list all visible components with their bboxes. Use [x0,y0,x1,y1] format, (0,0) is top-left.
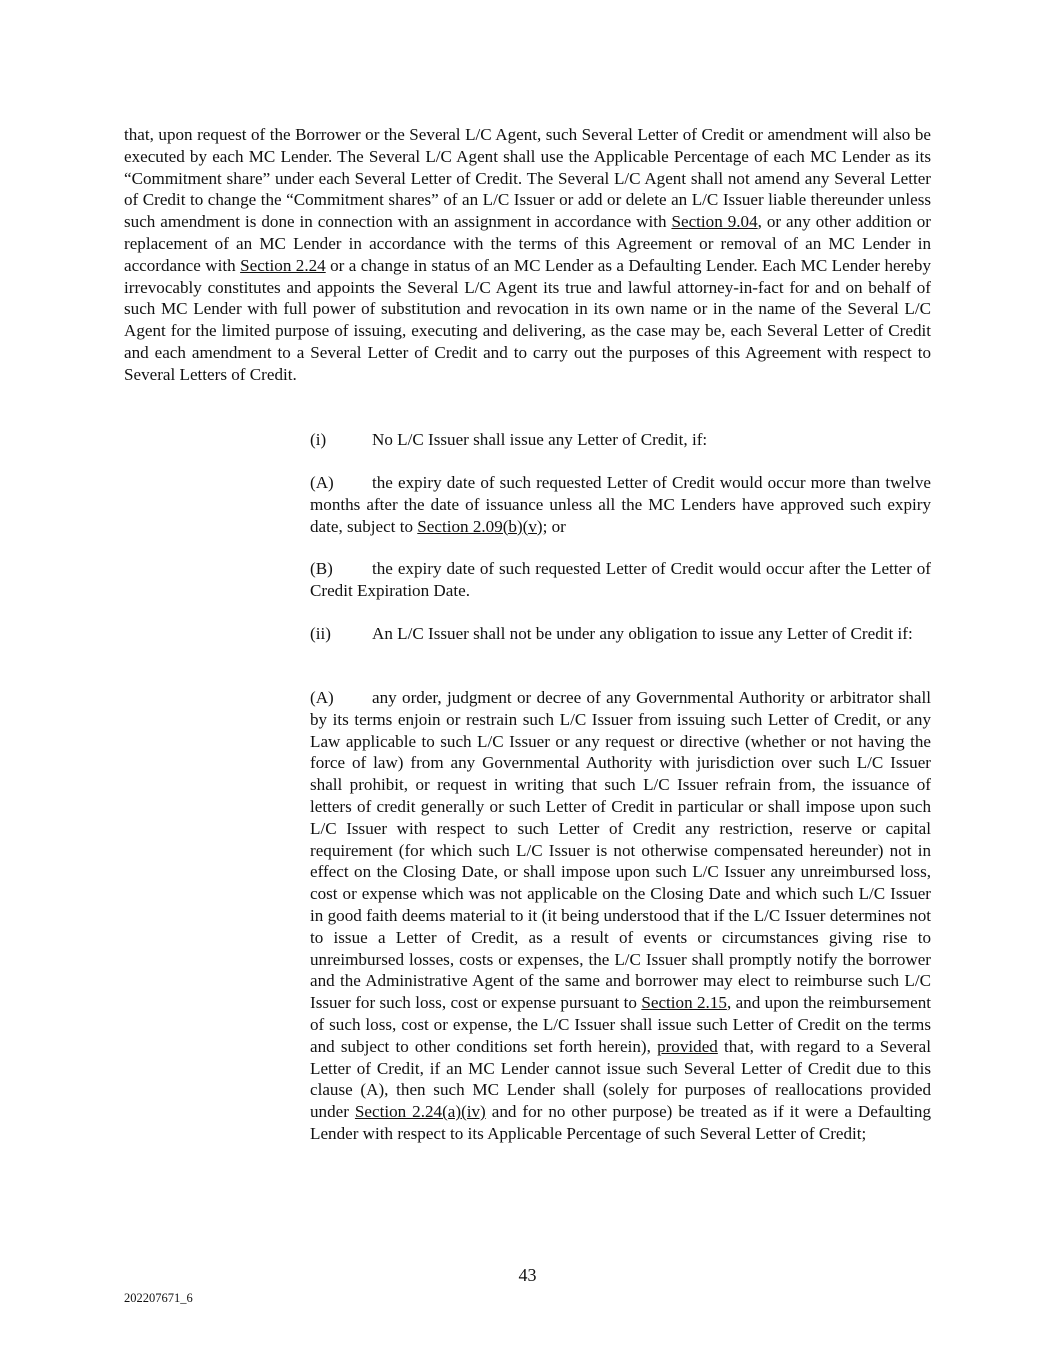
clause-i-a-marker: (A) [310,473,334,492]
section-2-09-reference: Section 2.09(b)(v) [417,516,543,536]
section-9-04-reference: Section 9.04 [671,212,758,232]
section-2-24-a-iv-reference: Section 2.24(a)(iv) [354,1102,486,1122]
main-paragraph [124,124,931,386]
clause-ii-marker: (ii) [310,624,331,643]
clause-i-b-text: the expiry date of such requested Letter of Credit would occur after the Letter of Credit Expiration Date. [310,559,931,600]
main-text-1: that, upon request of the Borrower or the Several L/C Agent, such Several Letter of Credit or amendment will also be executed by each MC Lender. The Several L/C Agent shall use the Applicable Percentage of each MC Lender as its “Commitment share” under each Several Letter of Credit. The Several L/C Agent shall not amend any Several Letter of Credit to change the “Commitment shares” of an L/C Issuer or add or delete an L/C Issuer liable thereunder unless such amendment is done in connection with an assignment in accordance with [124,125,931,232]
clause-ii-a-text-3: that, with regard to a Several Letter of Credit, if an MC Lender cannot issue such Several Letter of Credit due to this clause (A), then such MC Lender shall (solely for purposes of reallocations provided under [310,1036,931,1122]
clause-ii [248,623,931,645]
clause-i-text: No L/C Issuer shall issue any Letter of Credit, if: [372,430,708,449]
clause-ii-text: An L/C Issuer shall not be under any obligation to issue any Letter of Credit if: [372,624,913,643]
clause-ii-a-text-2: , and upon the reimbursement of such loss, cost or expense, the L/C Issuer shall issue such Letter of Credit on the terms and subject to other conditions set forth herein), [310,993,932,1056]
clause-i-a [310,472,931,537]
provided-term: provided [657,1036,718,1056]
document-id: 202207671_6 [124,1291,193,1305]
clause-ii-a-text-1: any order, judgment or decree of any Governmental Authority or arbitrator shall by its terms enjoin or restrain such L/C Issuer from issuing such Letter of Credit, or any Law applicable to such L/C Issuer or any request or directive (whether or not having the force of law) from any Governmental Authority with jurisdiction over such L/C Issuer shall prohibit, or request in writing that such L/C Issuer refrain from, the issuance of letters of credit generally or such Letter of Credit in particular or shall impose upon such L/C Issuer with respect to such Letter of Credit any restriction, reserve or capital requirement (for which such L/C Issuer is not otherwise compensated hereunder) not in effect on the Closing Date, or shall impose upon such L/C Issuer any unreimbursed loss, cost or expense which was not applicable on the Closing Date and which such L/C Issuer in good faith deems material to it (it being understood that if the L/C Issuer determines not to issue a Letter of Credit, as a result of events or circumstances giving rise to unreimbursed losses, costs or expenses, the L/C Issuer shall promptly notify the borrower and the Administrative Agent of the same and borrower may elect to reimburse such L/C Issuer for such loss, cost or expense pursuant to [310,688,931,1013]
clause-ii-a-text-4: and for no other purpose) be treated as if it were a Defaulting Lender with respect to its Applicable Percentage of such Several Letter of Credit; [310,1102,931,1143]
clause-ii-a [310,687,931,1145]
clause-i-a-text-2: ; or [542,516,566,536]
clause-ii-a-marker: (A) [310,688,334,707]
main-text-2: , or any other addition or replacement of an MC Lender in accordance with the terms of this Agreement or removal of an MC Lender in accordance with [124,212,931,275]
section-2-24-reference: Section 2.24 [240,255,326,275]
clause-i-b [310,558,931,602]
clause-i-b-marker: (B) [310,559,333,578]
clause-i [310,429,931,451]
clause-i-marker: (i) [310,430,327,449]
clause-i-a-text-1: the expiry date of such requested Letter of Credit would occur more than twelve months after the date of issuance unless all the MC Lenders have approved such expiry date, subject to [310,473,931,536]
section-2-15-reference: Section 2.15 [641,993,727,1013]
main-text-3: or a change in status of an MC Lender as a Defaulting Lender. Each MC Lender hereby irrevocably constitutes and appoints the Several L/C Agent its true and lawful attorney-in-fact for and on behalf of such MC Lender with full power of substitution and revocation in its own name or in the name of the Several L/C Agent for the limited purpose of issuing, executing and delivering, as the case may be, each Several Letter of Credit and each amendment to a Several Letter of Credit and to carry out the purposes of this Agreement with respect to Several Letters of Credit. [124,255,931,384]
page-number: 43 [518,1265,537,1285]
